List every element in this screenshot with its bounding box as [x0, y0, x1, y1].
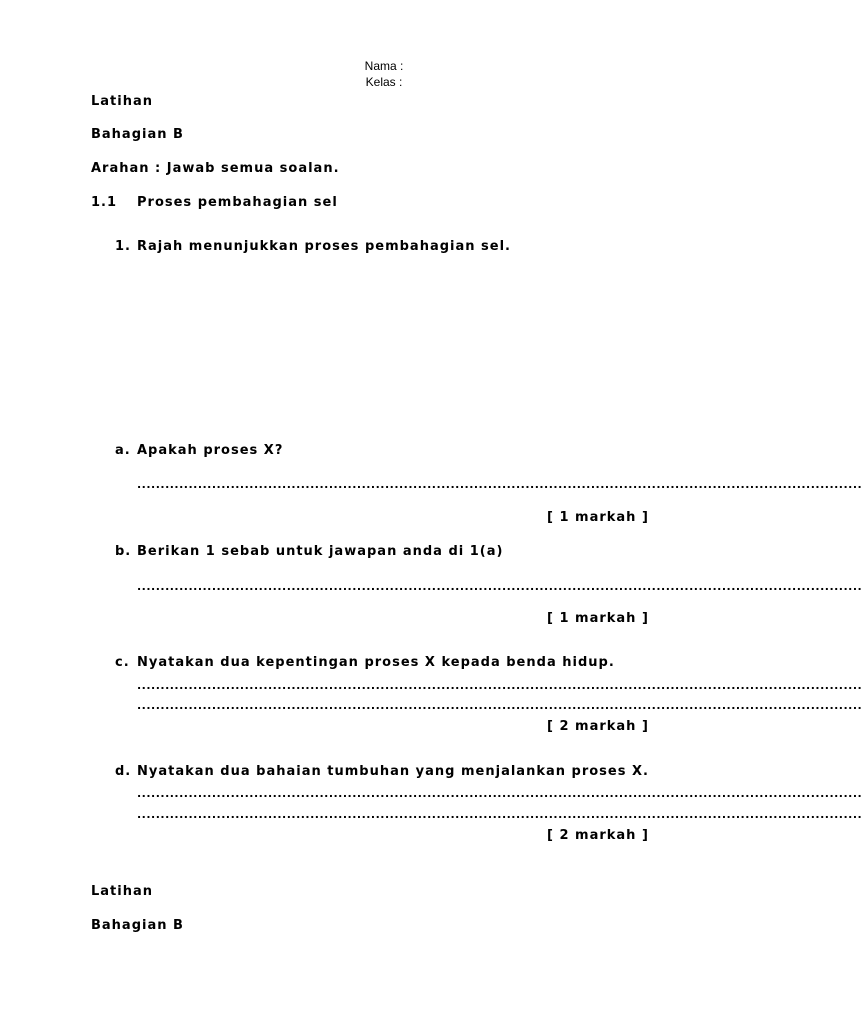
section-part: Bahagian B	[91, 918, 184, 933]
answer-line: ...........................................................................................................................................................	[137, 808, 862, 821]
section-title: Latihan	[91, 94, 154, 109]
part-letter: c.	[115, 655, 130, 670]
marks-label: [ 2 markah ]	[547, 828, 649, 843]
marks-label: [ 1 markah ]	[547, 510, 649, 525]
question-number: 1.	[115, 239, 131, 254]
marks-label: [ 1 markah ]	[547, 611, 649, 626]
answer-line: ...........................................................................................................................................................	[137, 478, 862, 491]
part-letter: b.	[115, 544, 132, 559]
answer-line: ...........................................................................................................................................................	[137, 679, 862, 692]
part-letter: d.	[115, 764, 132, 779]
marks-label: [ 2 markah ]	[547, 719, 649, 734]
name-label: Nama :	[364, 59, 404, 73]
instruction-text: Arahan : Jawab semua soalan.	[91, 161, 340, 176]
question-text: Rajah menunjukkan proses pembahagian sel.	[137, 239, 511, 254]
answer-line: ...........................................................................................................................................................	[137, 699, 862, 712]
topic-title: Proses pembahagian sel	[137, 195, 338, 210]
class-label: Kelas :	[365, 75, 403, 89]
part-question: Nyatakan dua bahaian tumbuhan yang menjalankan proses X.	[137, 764, 649, 779]
topic-number: 1.1	[91, 195, 118, 210]
part-question: Berikan 1 sebab untuk jawapan anda di 1(a)	[137, 544, 504, 559]
section-title: Latihan	[91, 884, 154, 899]
section-part: Bahagian B	[91, 127, 184, 142]
part-letter: a.	[115, 443, 131, 458]
part-question: Nyatakan dua kepentingan proses X kepada benda hidup.	[137, 655, 615, 670]
answer-line: ...........................................................................................................................................................	[137, 580, 862, 593]
answer-line: ...........................................................................................................................................................	[137, 787, 862, 800]
part-question: Apakah proses X?	[137, 443, 284, 458]
